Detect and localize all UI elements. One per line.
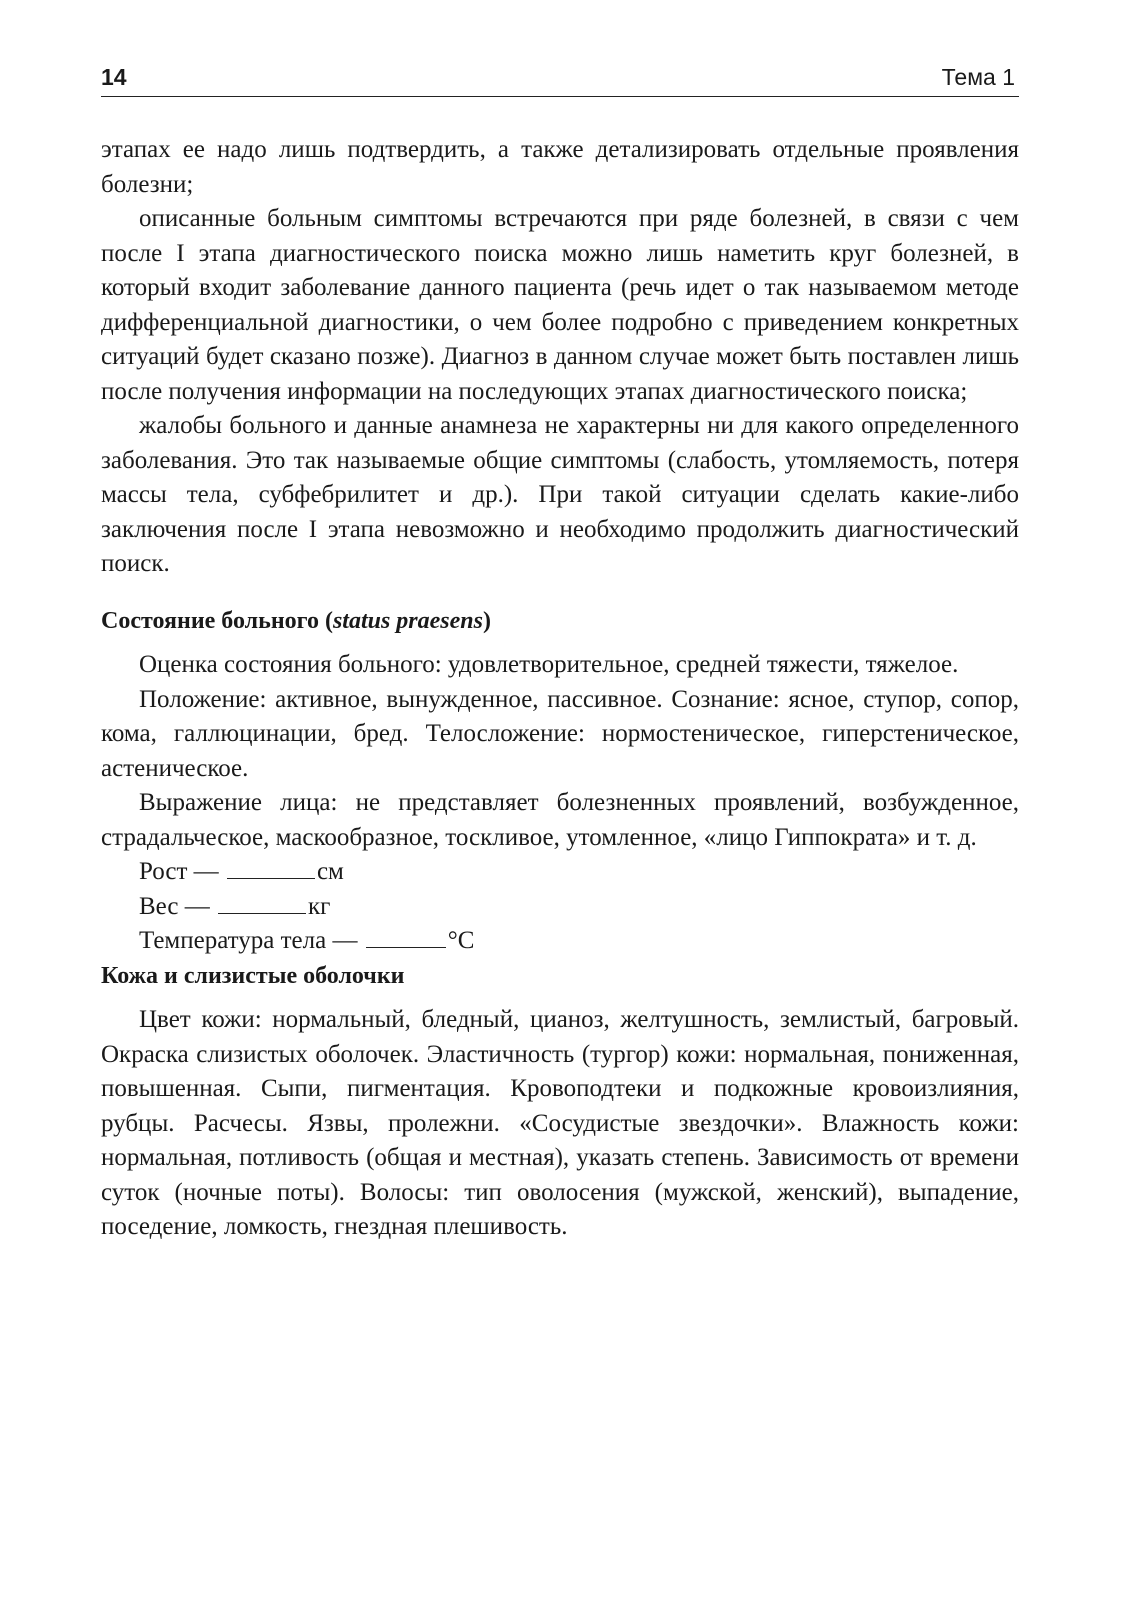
paragraph: Оценка состояния больного: удовлетворительное, средней тяжести, тяжелое.	[139, 651, 959, 678]
form-unit: кг	[308, 892, 331, 920]
form-label: Рост —	[139, 858, 219, 885]
blank-field	[227, 856, 315, 879]
blank-field	[218, 891, 306, 914]
paragraph: Выражение лица: не представляет болезненных проявлений, возбужденное, страдальческое, маскообразное, тоскливое, утомленное, «лицо Гиппократа» и т. д.	[101, 789, 1019, 851]
paragraph: описанные больным симптомы встречаются при ряде болезней, в связи с чем после I этапа диагностического поиска можно лишь наметить круг болезней, в который входит заболевание данного пациента (речь идет о так называемом методе дифференциальной диагностики, о чем более подробно с приведением конкретных ситуаций будет сказано позже). Диагноз в данном случае может быть поставлен лишь после получения информации на последующих этапах диагностического поиска;	[101, 205, 1019, 405]
paragraph-continuation: этапах ее надо лишь подтвердить, а также детализировать отдельные проявления болезни;	[101, 136, 1019, 198]
page-number: 14	[101, 64, 127, 90]
heading-text: )	[482, 607, 491, 634]
form-label: Температура тела —	[139, 927, 358, 954]
paragraph: Цвет кожи: нормальный, бледный, цианоз, желтушность, землистый, багровый. Окраска слизистых оболочек. Эластичность (тургор) кожи: нормальная, пониженная, повышенная. Сыпи, пигментация. Кровоподтеки и подкожные кровоизлияния, рубцы. Расчесы. Язвы, пролежни. «Сосудистые звездочки». Влажность кожи: нормальная, потливость (общая и местная), указать степень. Зависимость от времени суток (ночные поты). Волосы: тип оволосения (мужской, женский), выпадение, поседение, ломкость, гнездная плешивость.	[101, 1006, 1019, 1240]
section-heading-skin: Кожа и слизистые оболочки	[101, 962, 405, 989]
paragraph: Положение: активное, вынужденное, пассивное. Сознание: ясное, ступор, сопор, кома, галлюцинации, бред. Телосложение: нормостеническое, гиперстеническое, астеническое.	[101, 685, 1019, 782]
form-unit: см	[316, 858, 344, 885]
heading-text: Состояние больного (	[101, 607, 333, 634]
running-title: Тема 1	[941, 64, 1015, 90]
form-unit: °С	[447, 927, 475, 954]
form-line-weight	[101, 890, 1019, 925]
form-line-height	[101, 855, 1019, 890]
section-heading-status	[101, 604, 1019, 639]
running-head	[101, 62, 1019, 97]
paragraph: жалобы больного и данные анамнеза не характерны ни для какого определенного заболевания. Это так называемые общие симптомы (слабость, утомляемость, потеря массы тела, субфебрилитет и др.). При такой ситуации сделать какие-либо заключения после I этапа невозможно и необходимо продолжить диагностический поиск.	[101, 412, 1019, 577]
body-text	[101, 133, 1019, 1245]
form-line-temperature	[101, 924, 1019, 959]
form-label: Вес —	[139, 892, 210, 920]
blank-field	[366, 925, 446, 948]
heading-latin: status praesens	[332, 607, 483, 634]
